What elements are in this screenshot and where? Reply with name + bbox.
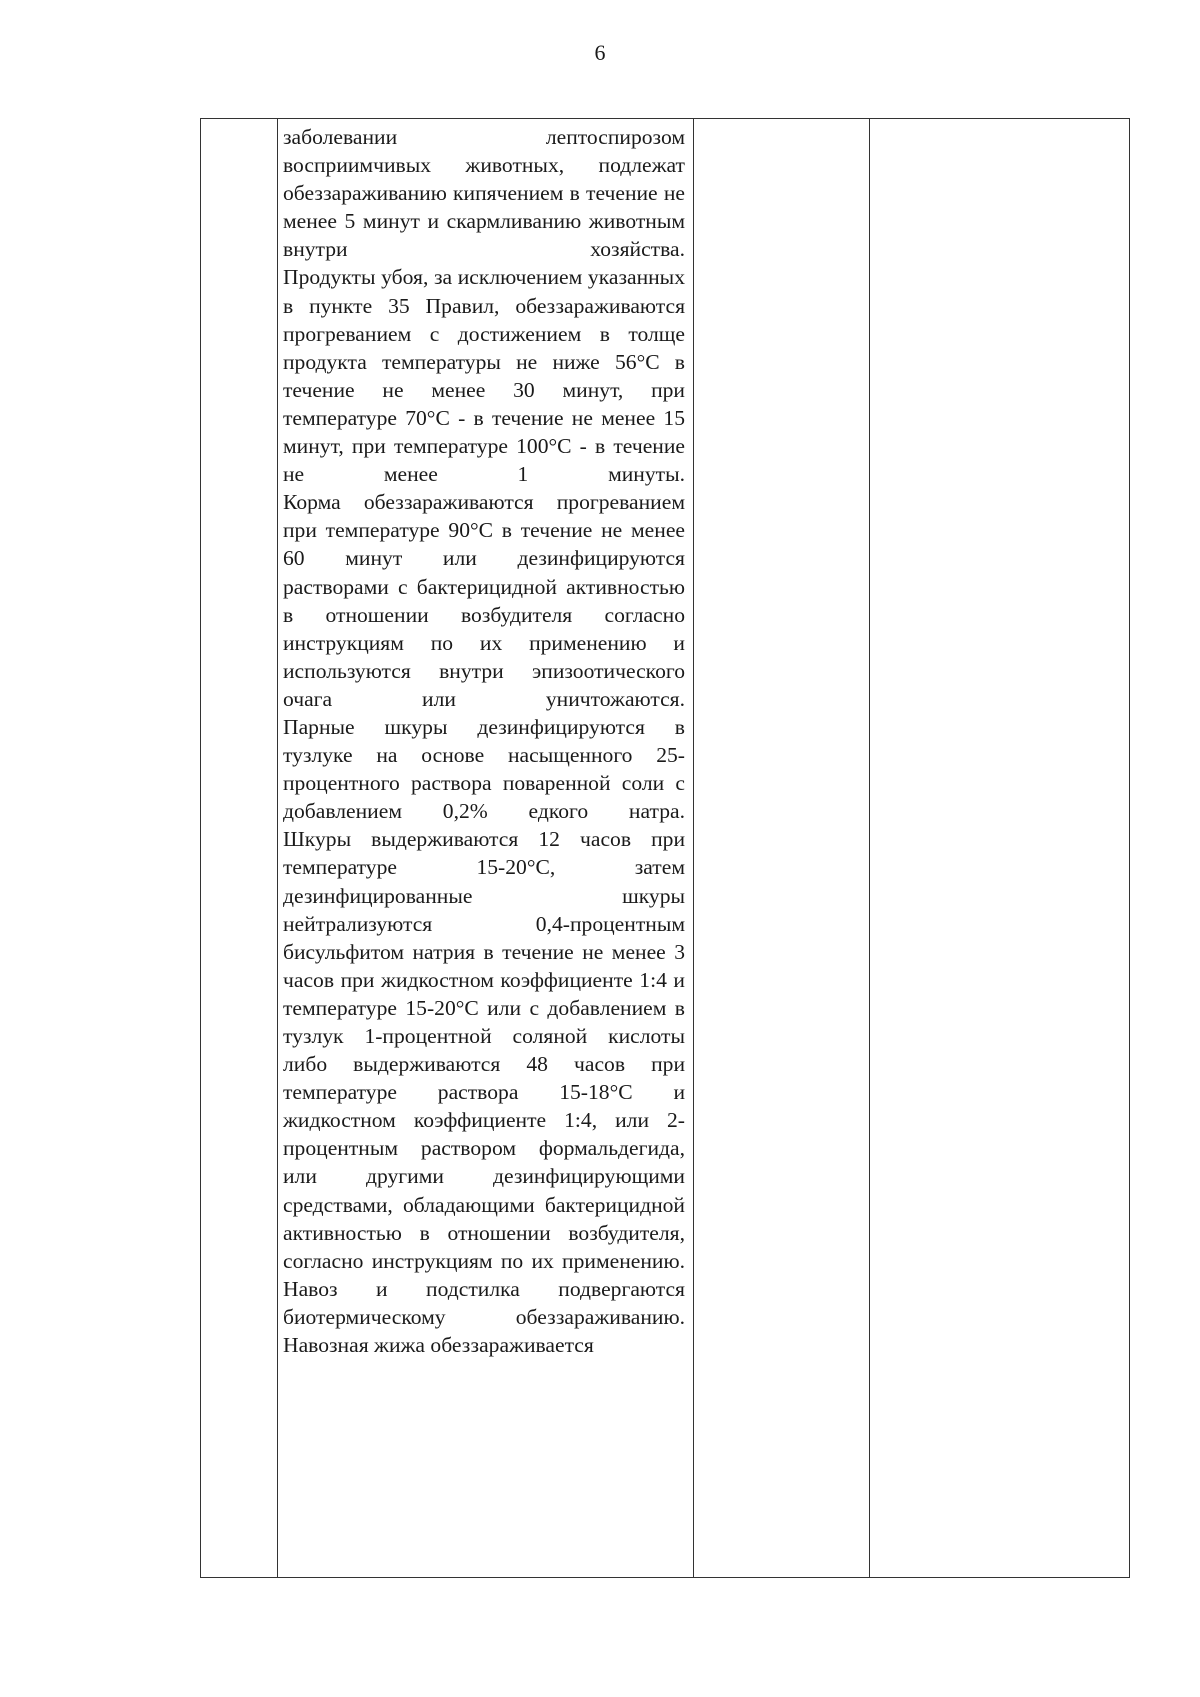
paragraph-feed: Корма обеззараживаются прогреванием при температуре 90°С в течение не менее 60 минут или дезинфицируются растворами с бактерицидной активностью в отношении возбудителя согласно инструкциям по их применению и используются внутри эпизоотического очага или уничтожаются. [283, 490, 685, 711]
measures-cell-text [283, 123, 685, 1359]
paragraph-liquid-manure: Навозная жижа обеззараживается [283, 1333, 594, 1358]
table-column-divider [869, 119, 870, 1577]
table-column-divider [277, 119, 278, 1577]
paragraph-raw-hides: Парные шкуры дезинфицируются в тузлуке на основе насыщенного 25-процентного раствора поваренной соли с добавлением 0,2% едкого натра. [283, 714, 685, 824]
paragraph-manure: Навоз и подстилка подвергаются биотермическому обеззараживанию. [283, 1276, 685, 1329]
paragraph-slaughter-products: Продукты убоя, за исключением указанных в пункте 35 Правил, обеззараживаются прогреванием с достижением в толще продукта температуры не ниже 56°С в течение не менее 30 минут, при температуре 70°С - в течение не менее 15 минут, при температуре 100°С - в течение не менее 1 минуты. [283, 265, 685, 487]
paragraph-hides-treatment: Шкуры выдерживаются 12 часов при температуре 15-20°С, затем дезинфицированные шкуры нейтрализуются 0,4-процентным бисульфитом натрия в течение не менее 3 часов при жидкостном коэффициенте 1:4 и температуре 15-20°С или с добавлением в тузлук 1-процентной соляной кислоты либо выдерживаются 48 часов при температуре раствора 15-18°С и жидкостном коэффициенте 1:4, или 2-процентным раствором формальдегида, или другими дезинфицирующими средствами, обладающими бактерицидной активностью в отношении возбудителя, согласно инструкциям по их применению. [283, 827, 685, 1273]
page-number: 6 [594, 40, 606, 65]
regulation-table [200, 118, 1130, 1578]
table-column-divider [693, 119, 694, 1577]
paragraph-leptospirosis: заболевании лептоспирозом восприимчивых животных, подлежат обеззараживанию кипячением в течение не менее 5 минут и скармливанию животным внутри хозяйства. [283, 125, 685, 262]
